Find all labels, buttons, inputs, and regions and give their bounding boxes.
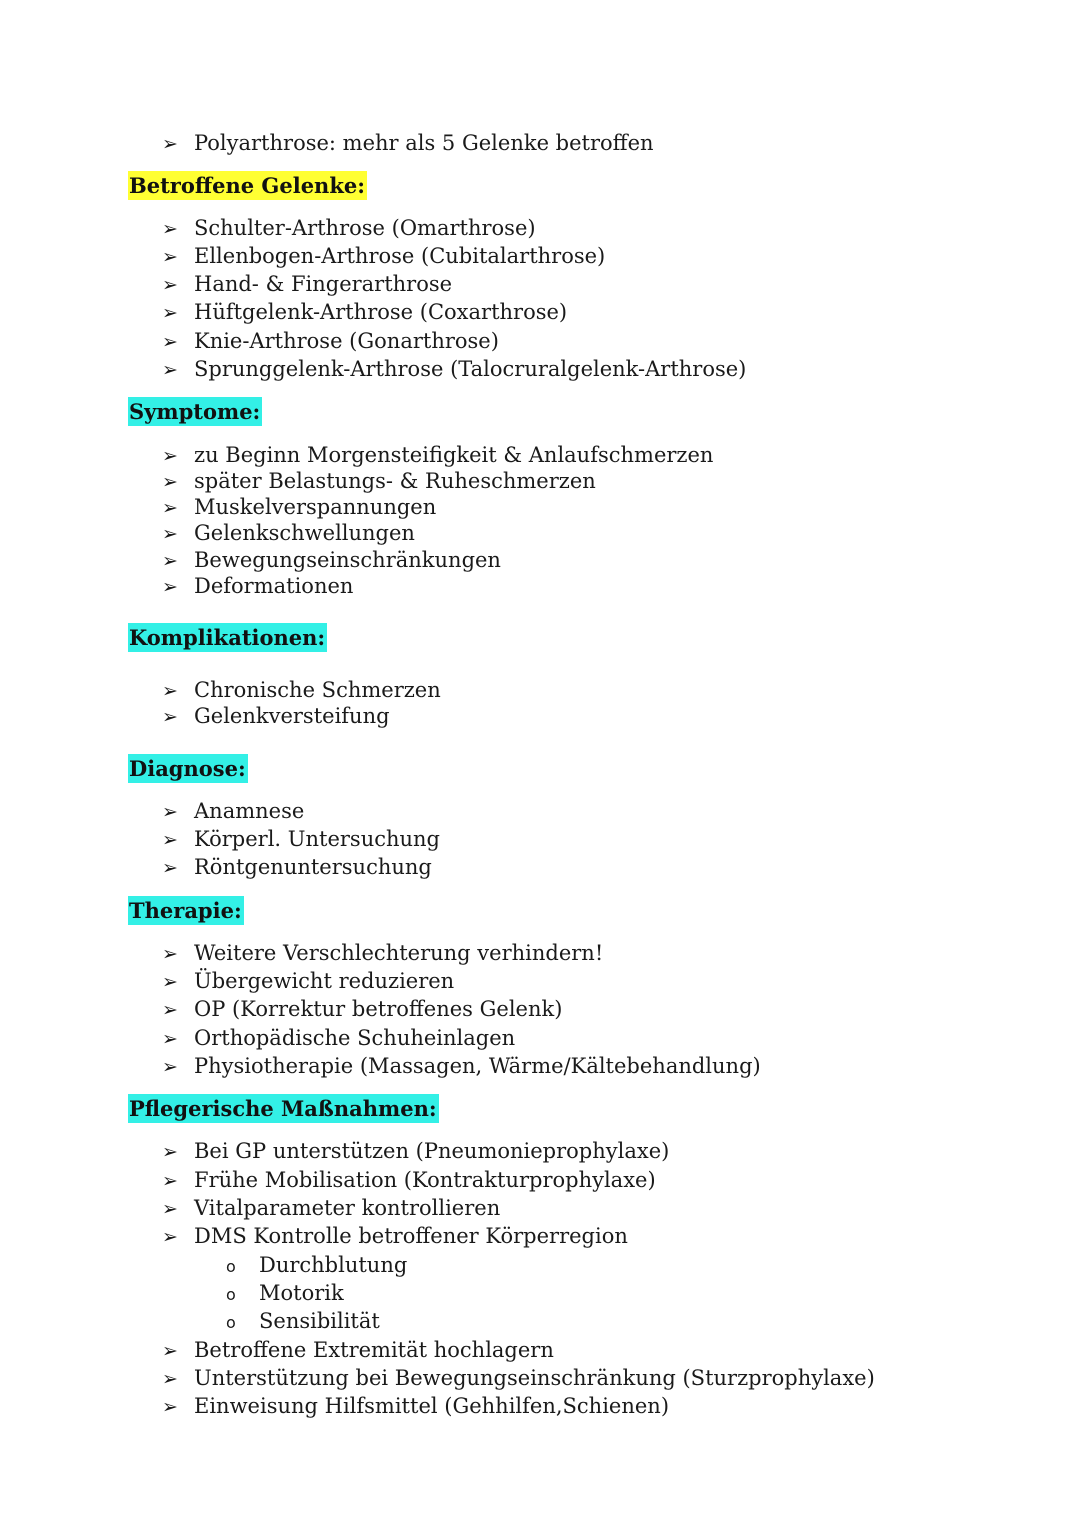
arrow-bullet-icon: ➢ <box>162 1170 178 1192</box>
list-item: ➢ Unterstützung bei Bewegungseinschränkung (Sturzprophylaxe) <box>162 1364 875 1393</box>
list-item: ➢ Knie-Arthrose (Gonarthrose) <box>162 327 499 356</box>
arrow-bullet-icon: ➢ <box>162 246 178 268</box>
list-item: ➢ Ellenbogen-Arthrose (Cubitalarthrose) <box>162 242 605 271</box>
arrow-bullet-icon: ➢ <box>162 550 178 572</box>
arrow-bullet-icon: ➢ <box>162 1141 178 1163</box>
section-heading-diagnose: Diagnose: <box>129 756 246 781</box>
section-heading-symptome: Symptome: <box>129 399 261 424</box>
circle-bullet-icon: o <box>226 1257 236 1276</box>
list-item: ➢ Bei GP unterstützen (Pneumonieprophylaxe) <box>162 1137 669 1166</box>
list-item: ➢ DMS Kontrolle betroffener Körperregion <box>162 1222 628 1251</box>
list-item: ➢ Hand- & Fingerarthrose <box>162 270 452 299</box>
arrow-bullet-icon: ➢ <box>162 133 178 155</box>
circle-bullet-icon: o <box>226 1285 236 1304</box>
arrow-bullet-icon: ➢ <box>162 1198 178 1220</box>
arrow-bullet-icon: ➢ <box>162 274 178 296</box>
list-item: ➢ Anamnese <box>162 797 304 826</box>
arrow-bullet-icon: ➢ <box>162 302 178 324</box>
section-heading-komplikationen: Komplikationen: <box>129 625 326 650</box>
arrow-bullet-icon: ➢ <box>162 857 178 879</box>
arrow-bullet-icon: ➢ <box>162 801 178 823</box>
list-item: ➢ Chronische Schmerzen <box>162 676 441 705</box>
circle-bullet-icon: o <box>226 1313 236 1332</box>
list-item: ➢ Hüftgelenk-Arthrose (Coxarthrose) <box>162 298 567 327</box>
arrow-bullet-icon: ➢ <box>162 1226 178 1248</box>
arrow-bullet-icon: ➢ <box>162 445 178 467</box>
arrow-bullet-icon: ➢ <box>162 497 178 519</box>
list-item: ➢ Betroffene Extremität hochlagern <box>162 1336 554 1365</box>
arrow-bullet-icon: ➢ <box>162 829 178 851</box>
list-item: ➢ Sprunggelenk-Arthrose (Talocruralgelenk-Arthrose) <box>162 355 746 384</box>
arrow-bullet-icon: ➢ <box>162 971 178 993</box>
list-item: ➢ Bewegungseinschränkungen <box>162 546 501 575</box>
arrow-bullet-icon: ➢ <box>162 523 178 545</box>
arrow-bullet-icon: ➢ <box>162 1056 178 1078</box>
arrow-bullet-icon: ➢ <box>162 218 178 240</box>
list-item: ➢ zu Beginn Morgensteifigkeit & Anlaufschmerzen <box>162 441 713 470</box>
arrow-bullet-icon: ➢ <box>162 1396 178 1418</box>
list-item: ➢ Frühe Mobilisation (Kontrakturprophylaxe) <box>162 1166 656 1195</box>
arrow-bullet-icon: ➢ <box>162 331 178 353</box>
list-item: ➢ Deformationen <box>162 572 353 601</box>
arrow-bullet-icon: ➢ <box>162 1368 178 1390</box>
list-item: ➢ Einweisung Hilfsmittel (Gehhilfen,Schienen) <box>162 1392 669 1421</box>
arrow-bullet-icon: ➢ <box>162 680 178 702</box>
arrow-bullet-icon: ➢ <box>162 471 178 493</box>
section-heading-gelenke: Betroffene Gelenke: <box>129 173 365 198</box>
section-heading-pflege: Pflegerische Maßnahmen: <box>129 1096 437 1121</box>
list-item: ➢ später Belastungs- & Ruheschmerzen <box>162 467 596 496</box>
list-item: ➢ Physiotherapie (Massagen, Wärme/Kältebehandlung) <box>162 1052 761 1081</box>
arrow-bullet-icon: ➢ <box>162 576 178 598</box>
list-item: ➢ Muskelverspannungen <box>162 493 436 522</box>
list-item: ➢ Übergewicht reduzieren <box>162 967 454 996</box>
list-item: ➢ Röntgenuntersuchung <box>162 853 432 882</box>
list-item: ➢ Vitalparameter kontrollieren <box>162 1194 500 1223</box>
list-item: ➢ Polyarthrose: mehr als 5 Gelenke betroffen <box>162 129 654 158</box>
arrow-bullet-icon: ➢ <box>162 943 178 965</box>
sub-list-item: o Motorik <box>226 1279 344 1309</box>
sub-list-item: o Sensibilität <box>226 1307 380 1337</box>
section-heading-therapie: Therapie: <box>129 898 242 923</box>
arrow-bullet-icon: ➢ <box>162 999 178 1021</box>
arrow-bullet-icon: ➢ <box>162 359 178 381</box>
list-item: ➢ Gelenkversteifung <box>162 702 390 731</box>
list-item: ➢ OP (Korrektur betroffenes Gelenk) <box>162 995 562 1024</box>
list-item: ➢ Orthopädische Schuheinlagen <box>162 1024 515 1053</box>
arrow-bullet-icon: ➢ <box>162 1340 178 1362</box>
list-item: ➢ Körperl. Untersuchung <box>162 825 440 854</box>
list-item: ➢ Weitere Verschlechterung verhindern! <box>162 939 603 968</box>
arrow-bullet-icon: ➢ <box>162 1028 178 1050</box>
arrow-bullet-icon: ➢ <box>162 706 178 728</box>
sub-list-item: o Durchblutung <box>226 1251 407 1281</box>
list-item: ➢ Schulter-Arthrose (Omarthrose) <box>162 214 536 243</box>
list-item: ➢ Gelenkschwellungen <box>162 519 415 548</box>
